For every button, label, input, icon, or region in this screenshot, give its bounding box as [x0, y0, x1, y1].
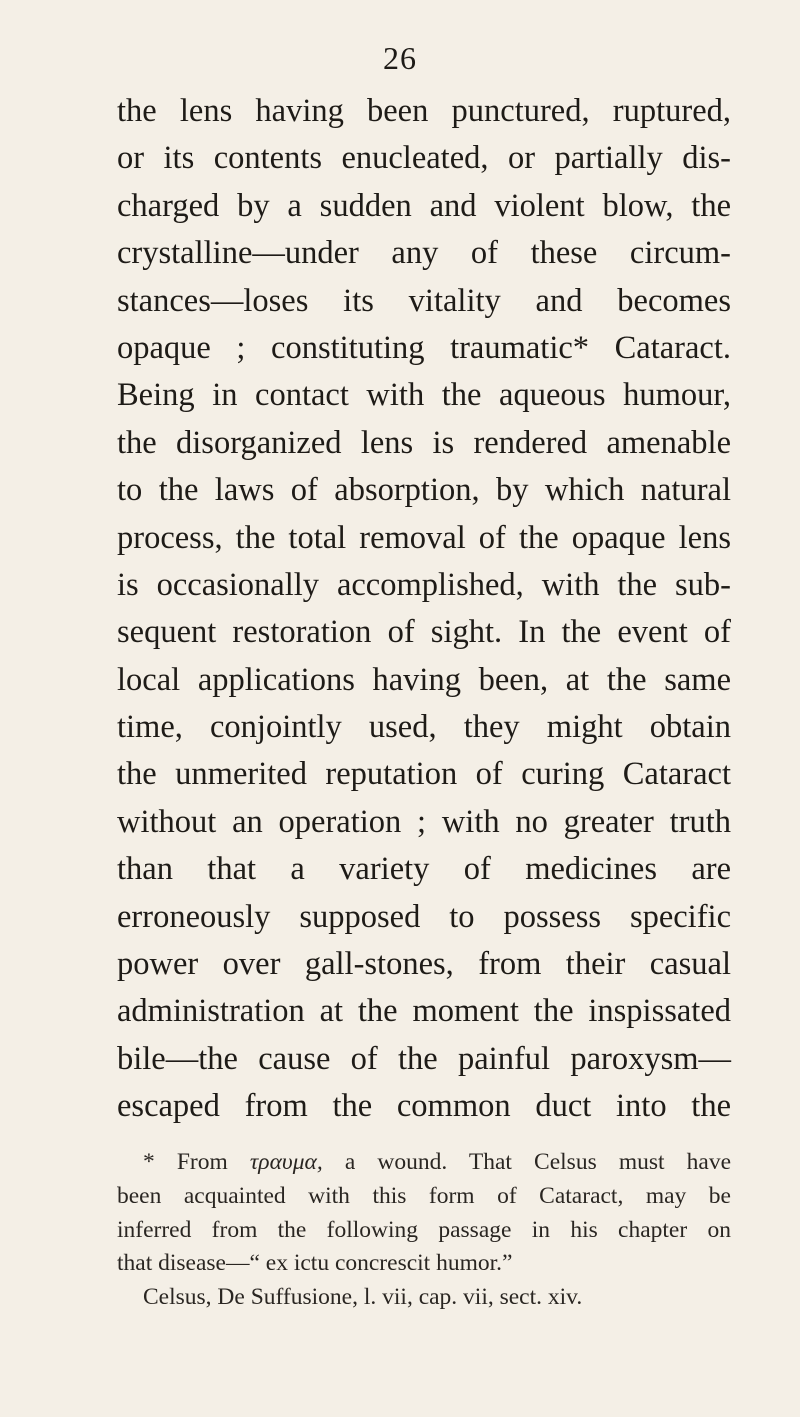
- body-line-6: opaque ; constituting traumatic* Cataract.: [117, 329, 731, 366]
- footnote-line-1: [117, 1146, 731, 1180]
- body-line-20: administration at the moment the inspissated: [117, 993, 731, 1030]
- footnote-greek-word: τραυμα,: [249, 1149, 323, 1175]
- footnote: [117, 1146, 731, 1315]
- body-line-8: the disorganized lens is rendered amenable: [117, 424, 731, 461]
- body-line-22: escaped from the common duct into the: [117, 1088, 731, 1125]
- body-line-12: sequent restoration of sight. In the event of: [117, 614, 731, 651]
- body-line-10: process, the total removal of the opaque lens: [117, 519, 731, 556]
- body-line-5: stances—loses its vitality and becomes: [117, 282, 731, 319]
- body-line-2: or its contents enucleated, or partially dis-: [117, 140, 731, 177]
- footnote-citation: Celsus, De Suffusione, l. vii, cap. vii, sect. xiv.: [143, 1284, 583, 1311]
- body-line-15: the unmerited reputation of curing Cataract: [117, 756, 731, 793]
- body-line-1: the lens having been punctured, ruptured,: [117, 93, 731, 129]
- body-line-16: without an operation ; with no greater truth: [117, 803, 731, 840]
- footnote-line-3: inferred from the following passage in his chapter on: [117, 1216, 731, 1243]
- body-line-21: bile—the cause of the painful paroxysm—: [117, 1040, 731, 1077]
- footnote-prefix: * From: [143, 1149, 250, 1175]
- body-line-11: is occasionally accomplished, with the sub-: [117, 566, 731, 603]
- body-line-14: time, conjointly used, they might obtain: [117, 709, 731, 746]
- footnote-line-2: been acquainted with this form of Cataract, may be: [117, 1182, 731, 1209]
- body-line-19: power over gall-stones, from their casual: [117, 946, 731, 983]
- footnote-line-4: that disease—“ ex ictu concrescit humor.”: [117, 1250, 513, 1277]
- body-line-3: charged by a sudden and violent blow, the: [117, 187, 731, 224]
- body-line-7: Being in contact with the aqueous humour,: [117, 377, 731, 414]
- body-line-17: than that a variety of medicines are: [117, 851, 731, 888]
- body-line-4: crystalline—under any of these circum-: [117, 235, 731, 272]
- body-line-9: to the laws of absorption, by which natural: [117, 472, 731, 509]
- page-number: 26: [383, 40, 417, 76]
- footnote-line-1-rest: a wound. That Celsus must have: [322, 1149, 731, 1175]
- body-line-18: erroneously supposed to possess specific: [117, 898, 731, 935]
- body-text: [117, 88, 731, 1131]
- body-line-13: local applications having been, at the same: [117, 661, 731, 698]
